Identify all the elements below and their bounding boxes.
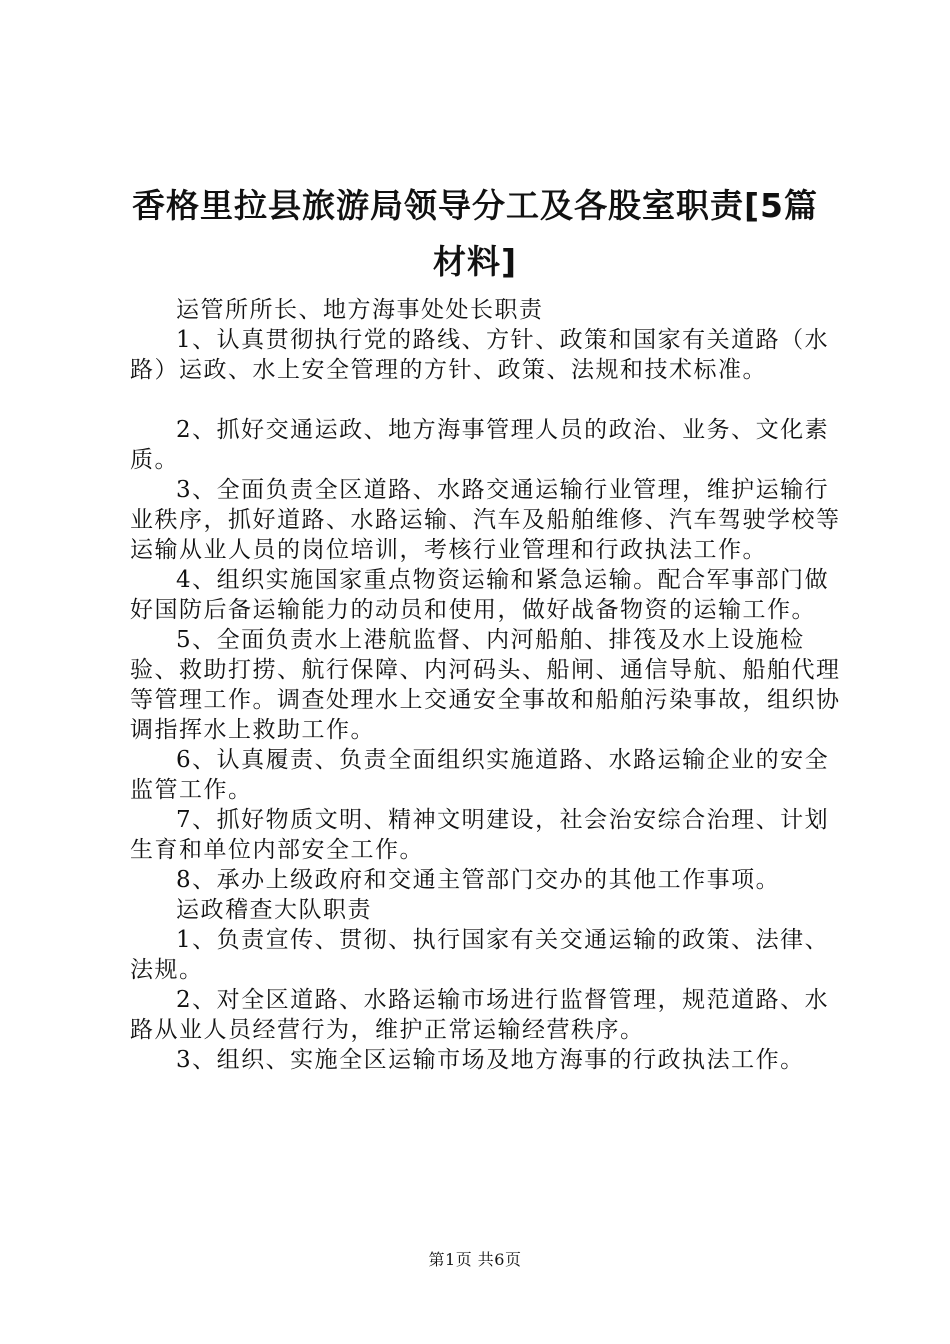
paragraph: 3、全面负责全区道路、水路交通运输行业管理，维护运输行业秩序，抓好道路、水路运输、汽车及船舶维修、汽车驾驶学校等运输从业人员的岗位培训，考核行业管理和行政执法工作。 — [130, 477, 841, 563]
paragraph: 4、组织实施国家重点物资运输和紧急运输。配合军事部门做好国防后备运输能力的动员和使用，做好战备物资的运输工作。 — [130, 567, 830, 623]
document-body — [130, 295, 850, 1075]
paragraph: 7、抓好物质文明、精神文明建设，社会治安综合治理、计划生育和单位内部安全工作。 — [130, 807, 830, 863]
paragraph: 8、承办上级政府和交通主管部门交办的其他工作事项。 — [176, 867, 781, 893]
section-heading: 运管所所长、地方海事处处长职责 — [176, 297, 544, 323]
section-heading: 运政稽查大队职责 — [176, 897, 372, 923]
document-title: 香格里拉县旅游局领导分工及各股室职责[5篇材料] — [131, 186, 819, 281]
page-footer: 第1页 共6页 — [428, 1250, 522, 1269]
paragraph: 2、对全区道路、水路运输市场进行监督管理，规范道路、水路从业人员经营行为，维护正常运输经营秩序。 — [130, 987, 830, 1043]
paragraph: 1、认真贯彻执行党的路线、方针、政策和国家有关道路（水路）运政、水上安全管理的方针、政策、法规和技术标准。 — [130, 327, 830, 383]
paragraph: 2、抓好交通运政、地方海事管理人员的政治、业务、文化素质。 — [130, 417, 830, 473]
paragraph: 6、认真履责、负责全面组织实施道路、水路运输企业的安全监管工作。 — [130, 747, 830, 803]
paragraph: 3、组织、实施全区运输市场及地方海事的行政执法工作。 — [176, 1047, 805, 1073]
paragraph: 1、负责宣传、贯彻、执行国家有关交通运输的政策、法律、法规。 — [130, 927, 830, 983]
paragraph: 5、全面负责水上港航监督、内河船舶、排筏及水上设施检验、救助打捞、航行保障、内河码头、船闸、通信导航、船舶代理等管理工作。调查处理水上交通安全事故和船舶污染事故，组织协调指挥水上救助工作。 — [130, 627, 841, 743]
